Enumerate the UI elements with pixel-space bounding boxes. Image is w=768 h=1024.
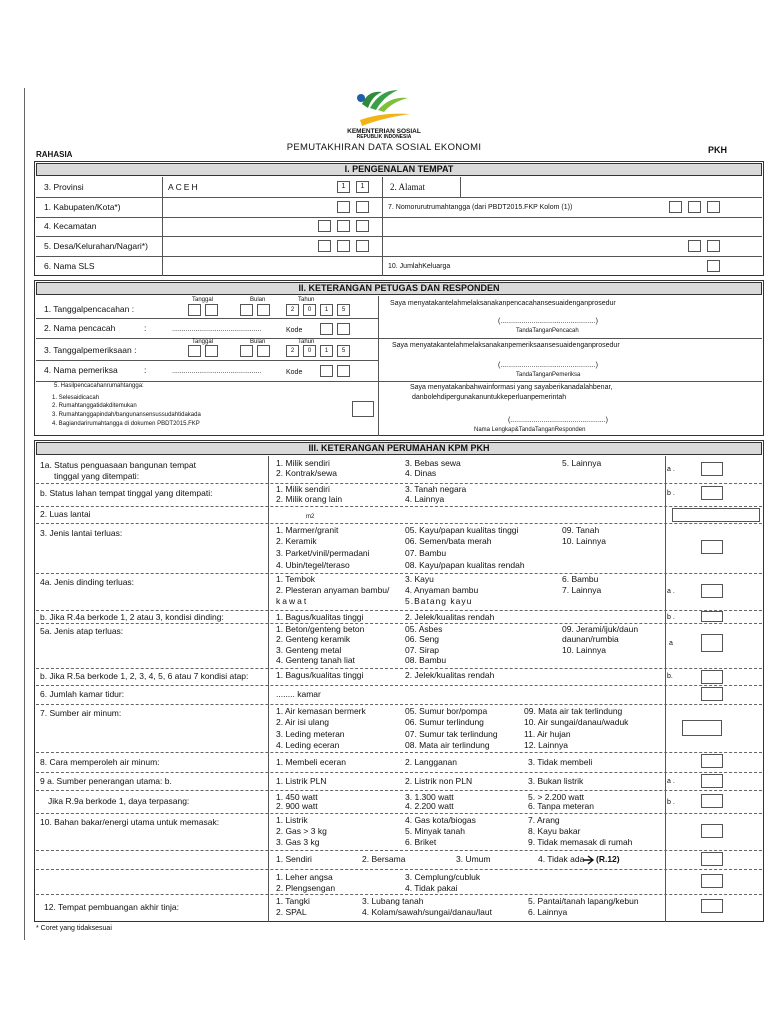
q9b-answer-box[interactable] bbox=[701, 794, 723, 808]
q11a-goto-label: (R.12) bbox=[596, 854, 620, 864]
q5a-opt-2: 2. Genteng keramik bbox=[276, 634, 351, 644]
q10-opt-1: 1. Listrik bbox=[276, 815, 308, 825]
q7-opt-10: 10. Air sungai/danau/waduk bbox=[524, 717, 629, 727]
q9a-opt-1: 1. Listrik PLN bbox=[276, 776, 327, 786]
q9b-label: Jika R.9a berkode 1, daya terpasang: bbox=[48, 796, 190, 806]
nomor-urut-box-3[interactable] bbox=[707, 201, 720, 213]
q3-answer-box[interactable] bbox=[701, 540, 723, 554]
nomor-urut-box-2[interactable] bbox=[688, 201, 701, 213]
provinsi-code-1[interactable]: 1 bbox=[337, 181, 350, 193]
provinsi-value: ACEH bbox=[168, 182, 200, 192]
pemeriksa-statement: Saya menyatakantelahmelaksanakanpemeriksaansesuaidenganprosedur bbox=[392, 342, 620, 349]
date2-month-1[interactable] bbox=[240, 345, 253, 357]
row8-box-2[interactable] bbox=[707, 240, 720, 252]
q12-opt-6: 6. Lainnya bbox=[528, 907, 568, 917]
q1b-opt-3: 3. Tanah negara bbox=[405, 484, 467, 494]
date2-bulan-head: Bulan bbox=[250, 339, 266, 345]
q5a-opt-3: 3. Genteng metal bbox=[276, 645, 342, 655]
responden-statement-1: Saya menyatakanbahwainformasi yang sayaberikanadalahbenar, bbox=[410, 384, 613, 391]
q5a-opt-6: 06. Seng bbox=[405, 634, 440, 644]
q11b-opt-3: 3. Cemplung/cubluk bbox=[405, 872, 481, 882]
jumlah-keluarga-label: 10. JumlahKeluarga bbox=[388, 263, 451, 270]
pencacah-kode-label: Kode bbox=[286, 327, 303, 334]
tanggal-pemeriksaan-label: 3. Tanggalpemeriksaan : bbox=[44, 345, 137, 355]
hasil-opt-2: 2. Rumahtanggatidakditemukan bbox=[52, 403, 137, 409]
date2-day-1[interactable] bbox=[188, 345, 201, 357]
kecamatan-code-2[interactable] bbox=[337, 220, 350, 232]
q8-opt-3: 3. Tidak membeli bbox=[528, 757, 593, 767]
q10-opt-3: 3. Gas 3 kg bbox=[276, 837, 320, 847]
date2-year-4[interactable]: 5 bbox=[337, 345, 350, 357]
q1a-label-2: tinggal yang ditempati: bbox=[54, 471, 140, 481]
q4a-opt-7: 7. Lainnya bbox=[562, 585, 602, 595]
hasil-pencacahan-box[interactable] bbox=[352, 401, 374, 417]
q11a-answer-box[interactable] bbox=[701, 852, 723, 866]
q1b-opt-2: 2. Milik orang lain bbox=[276, 494, 343, 504]
provinsi-code-2[interactable]: 1 bbox=[356, 181, 369, 193]
q9a-opt-3: 3. Bukan listrik bbox=[528, 776, 584, 786]
date2-year-1[interactable]: 2 bbox=[286, 345, 299, 357]
q12-opt-1: 1. Tangki bbox=[276, 896, 310, 906]
q3-opt-3: 3. Parket/vinil/permadani bbox=[276, 548, 370, 558]
kabupaten-code-2[interactable] bbox=[356, 201, 369, 213]
q12-opt-2: 2. SPAL bbox=[276, 907, 307, 917]
form-title: PEMUTAKHIRAN DATA SOSIAL EKONOMI bbox=[286, 142, 482, 153]
q5b-label: b. Jika R.5a berkode 1, 2, 3, 4, 5, 6 atau 7 kondisi atap: bbox=[40, 671, 249, 681]
date1-day-2[interactable] bbox=[205, 304, 218, 316]
hasil-pencacahan-title: 5. Hasilpencacahanrumahtangga: bbox=[54, 383, 144, 389]
q4a-opt-4: 4. Anyaman bambu bbox=[405, 585, 479, 595]
q5a-opt-1: 1. Beton/genteng beton bbox=[276, 624, 365, 634]
date1-day-1[interactable] bbox=[188, 304, 201, 316]
section1-frame bbox=[34, 161, 764, 276]
hasil-opt-1: 1. Selesaidicacah bbox=[52, 395, 100, 401]
q2-label: 2. Luas lantai bbox=[40, 509, 91, 519]
q12-opt-4: 4. Kolam/sawah/sungai/danau/laut bbox=[362, 907, 492, 917]
q10-answer-box[interactable] bbox=[701, 824, 723, 838]
q6-value: ........ kamar bbox=[276, 689, 321, 699]
q1a-opt-4: 4. Dinas bbox=[405, 468, 437, 478]
q10-opt-8: 8. Kayu bakar bbox=[528, 826, 581, 836]
q1a-code: a . bbox=[667, 466, 675, 473]
q4b-answer-box[interactable] bbox=[701, 611, 723, 622]
q7-opt-4: 4. Leding eceran bbox=[276, 740, 340, 750]
q8-opt-1: 1. Membeli eceran bbox=[276, 757, 346, 767]
q3-label: 3. Jenis lantai terluas: bbox=[40, 528, 123, 538]
nama-pencacah-colon: : bbox=[144, 323, 147, 333]
hasil-opt-3: 3. Rumahtanggapindah/bangunansensussudahtidakada bbox=[52, 412, 201, 418]
pencacah-sign-line: (.................................................) bbox=[498, 318, 598, 325]
pemeriksa-sign-caption: TandaTanganPemeriksa bbox=[516, 372, 581, 378]
date1-year-2[interactable]: 0 bbox=[303, 304, 316, 316]
responden-sign-line: (.................................................) bbox=[508, 417, 608, 424]
q4b-code: b . bbox=[667, 614, 675, 621]
q1a-opt-3: 3. Bebas sewa bbox=[405, 458, 461, 468]
q1a-opt-5: 5. Lainnya bbox=[562, 458, 602, 468]
q10-opt-5: 5. Minyak tanah bbox=[405, 826, 466, 836]
nama-pemeriksa-colon: : bbox=[144, 365, 147, 375]
q1b-code: b . bbox=[667, 490, 675, 497]
nama-pemeriksa-label: 4. Nama pemeriksa bbox=[44, 365, 118, 375]
classification-label: RAHASIA bbox=[36, 150, 73, 159]
date2-year-2[interactable]: 0 bbox=[303, 345, 316, 357]
q5a-opt-9: 09. Jerami/ijuk/daun bbox=[562, 624, 639, 634]
q4a-opt-6: 6. Bambu bbox=[562, 574, 599, 584]
q7-opt-2: 2. Air isi ulang bbox=[276, 717, 329, 727]
q4a-opt-1: 1. Tembok bbox=[276, 574, 316, 584]
pencacah-kode-1[interactable] bbox=[320, 323, 333, 335]
q7-label: 7. Sumber air minum: bbox=[40, 708, 122, 718]
q9a-opt-2: 2. Listrik non PLN bbox=[405, 776, 473, 786]
q5a-opt-4: 4. Genteng tanah liat bbox=[276, 655, 355, 665]
q6-label: 6. Jumlah kamar tidur: bbox=[40, 689, 125, 699]
q5b-opt-2: 2. Jelek/kualitas rendah bbox=[405, 670, 495, 680]
date1-tahun-head: Tahun bbox=[298, 297, 315, 303]
q12-answer-box[interactable] bbox=[701, 899, 723, 913]
pemeriksa-kode-1[interactable] bbox=[320, 365, 333, 377]
q4a-label: 4a. Jenis dinding terluas: bbox=[40, 577, 135, 587]
q4b-label: b. Jika R.4a berkode 1, 2 atau 3, kondisi dinding: bbox=[40, 612, 224, 622]
kecamatan-code-1[interactable] bbox=[318, 220, 331, 232]
q9b-opt-4: 4. 2.200 watt bbox=[405, 801, 454, 811]
q5a-answer-box[interactable] bbox=[701, 634, 723, 652]
section1-title: I. PENGENALAN TEMPAT bbox=[36, 163, 762, 176]
pemeriksa-kode-2[interactable] bbox=[337, 365, 350, 377]
q10-opt-7: 7. Arang bbox=[528, 815, 560, 825]
nama-pemeriksa-dots[interactable]: .............................................. bbox=[172, 368, 262, 375]
pencacah-sign-caption: TandaTanganPencacah bbox=[516, 328, 579, 334]
date1-month-1[interactable] bbox=[240, 304, 253, 316]
date1-year-1[interactable]: 2 bbox=[286, 304, 299, 316]
q10-opt-6: 6. Briket bbox=[405, 837, 437, 847]
nama-pencacah-dots[interactable]: .............................................. bbox=[172, 326, 262, 333]
q5a-code: a bbox=[669, 640, 673, 647]
q11b-answer-box[interactable] bbox=[701, 874, 723, 888]
q4a-code: a . bbox=[667, 588, 675, 595]
date1-year-4[interactable]: 5 bbox=[337, 304, 350, 316]
date1-month-2[interactable] bbox=[257, 304, 270, 316]
q7-opt-7: 07. Sumur tak terlindung bbox=[405, 729, 498, 739]
q3-opt-10: 10. Lainnya bbox=[562, 536, 606, 546]
q7-opt-11: 11. Air hujan bbox=[524, 729, 571, 739]
q4a-opt-5: 5.Batang kayu bbox=[405, 596, 473, 606]
q7-opt-5: 05. Sumur bor/pompa bbox=[405, 706, 488, 716]
q1a-opt-1: 1. Milik sendiri bbox=[276, 458, 330, 468]
date2-day-2[interactable] bbox=[205, 345, 218, 357]
q8-opt-2: 2. Langganan bbox=[405, 757, 457, 767]
q1a-label: 1a. Status penguasaan bangunan tempat bbox=[40, 460, 196, 470]
q9a-label: 9 a. Sumber penerangan utama: b. bbox=[40, 776, 172, 786]
q1a-opt-2: 2. Kontrak/sewa bbox=[276, 468, 337, 478]
pencacah-kode-2[interactable] bbox=[337, 323, 350, 335]
pemeriksa-sign-line: (.................................................) bbox=[498, 362, 598, 369]
kemensos-logo bbox=[352, 84, 416, 128]
provinsi-label: 3. Provinsi bbox=[44, 182, 84, 192]
q12-opt-5: 5. Pantai/tanah lapang/kebun bbox=[528, 896, 639, 906]
q11a-opt-1: 1. Sendiri bbox=[276, 854, 312, 864]
q4b-opt-2: 2. Jelek/kualitas rendah bbox=[405, 612, 495, 622]
kabupaten-code-1[interactable] bbox=[337, 201, 350, 213]
row8-box-1[interactable] bbox=[688, 240, 701, 252]
q3-opt-7: 07. Bambu bbox=[405, 548, 447, 558]
q3-opt-5: 05. Kayu/papan kualitas tinggi bbox=[405, 525, 519, 535]
q11a-opt-2: 2. Bersama bbox=[362, 854, 406, 864]
q9b-opt-3: 3. 1.300 watt bbox=[405, 792, 454, 802]
q1b-label: b. Status lahan tempat tinggal yang ditempati: bbox=[40, 488, 213, 498]
date1-bulan-head: Bulan bbox=[250, 297, 266, 303]
q12-label: 12. Tempat pembuangan akhir tinja: bbox=[44, 902, 179, 912]
q4a-opt-3: 3. Kayu bbox=[405, 574, 434, 584]
responden-statement-2: danbolehdipergunakanuntukkeperluanpemerintah bbox=[412, 394, 567, 401]
section2-title: II. KETERANGAN PETUGAS DAN RESPONDEN bbox=[36, 282, 762, 295]
q10-opt-4: 4. Gas kota/biogas bbox=[405, 815, 476, 825]
date1-tanggal-head: Tanggal bbox=[192, 297, 214, 303]
q3-opt-2: 2. Keramik bbox=[276, 536, 317, 546]
q7-opt-9: 09. Mata air tak terlindung bbox=[524, 706, 623, 716]
q1a-answer-box[interactable] bbox=[701, 462, 723, 476]
q8-label: 8. Cara memperoleh air minum: bbox=[40, 757, 160, 767]
q7-answer-box[interactable] bbox=[682, 720, 722, 736]
date1-year-3[interactable]: 1 bbox=[320, 304, 333, 316]
footnote: * Coret yang tidaksesuai bbox=[36, 925, 112, 932]
ministry-name: KEMENTERIAN SOSIAL bbox=[347, 128, 421, 135]
q4a-answer-box[interactable] bbox=[701, 584, 723, 598]
q8-answer-box[interactable] bbox=[701, 754, 723, 768]
q9a-code: a . bbox=[667, 778, 675, 785]
date2-year-3[interactable]: 1 bbox=[320, 345, 333, 357]
q12-opt-3: 3. Lubang tanah bbox=[362, 896, 424, 906]
q1b-answer-box[interactable] bbox=[701, 486, 723, 500]
q5a-opt-8: 08. Bambu bbox=[405, 655, 447, 665]
q11b-opt-1: 1. Leher angsa bbox=[276, 872, 333, 882]
q11a-opt-4: 4. Tidak ada bbox=[538, 854, 585, 864]
q6-answer-box[interactable] bbox=[701, 687, 723, 701]
q5a-opt-5: 05. Asbes bbox=[405, 624, 443, 634]
q9b-code: b . bbox=[667, 799, 675, 806]
q1b-opt-4: 4. Lainnya bbox=[405, 494, 445, 504]
q9b-opt-5: 5. > 2.200 watt bbox=[528, 792, 584, 802]
alamat-label: 2. Alamat bbox=[390, 182, 425, 192]
q11a-opt-3: 3. Umum bbox=[456, 854, 491, 864]
republic-name: REPUBLIK INDONESIA bbox=[356, 134, 412, 140]
form-code: PKH bbox=[708, 145, 728, 155]
kabupaten-label: 1. Kabupaten/Kota*) bbox=[44, 202, 121, 212]
desa-code-3[interactable] bbox=[356, 240, 369, 252]
q4b-opt-1: 1. Bagus/kualitas tinggi bbox=[276, 612, 364, 622]
q9b-opt-6: 6. Tanpa meteran bbox=[528, 801, 594, 811]
desa-code-1[interactable] bbox=[318, 240, 331, 252]
kecamatan-code-3[interactable] bbox=[356, 220, 369, 232]
q9a-answer-box[interactable] bbox=[701, 774, 723, 788]
tanggal-pencacahan-label: 1. Tanggalpencacahan : bbox=[44, 304, 135, 314]
q4a-opt-2: 2. Plesteran anyaman bambu/ bbox=[276, 585, 390, 595]
desa-label: 5. Desa/Kelurahan/Nagari*) bbox=[44, 241, 148, 251]
jumlah-keluarga-box[interactable] bbox=[707, 260, 720, 272]
page-margin-line bbox=[24, 88, 25, 940]
q3-opt-6: 06. Semen/bata merah bbox=[405, 536, 492, 546]
pemeriksa-kode-label: Kode bbox=[286, 369, 303, 376]
nomor-urut-box-1[interactable] bbox=[669, 201, 682, 213]
responden-sign-caption: Nama Lengkap&TandaTanganResponden bbox=[474, 427, 586, 433]
q10-label: 10. Bahan bakar/energi utama untuk memasak: bbox=[40, 817, 220, 827]
q1b-opt-1: 1. Milik sendiri bbox=[276, 484, 330, 494]
q3-opt-4: 4. Ubin/tegel/teraso bbox=[276, 560, 350, 570]
nomor-urut-label: 7. Nomorurutrumahtangga (dari PBDT2015.FKP Kolom (1)) bbox=[388, 204, 573, 211]
q5a-opt-9-cont: daunan/rumbia bbox=[562, 634, 619, 644]
kecamatan-label: 4. Kecamatan bbox=[44, 221, 97, 231]
q11b-opt-4: 4. Tidak pakai bbox=[405, 883, 458, 893]
q5b-code: b. bbox=[667, 673, 673, 680]
q7-opt-1: 1. Air kemasan bermerk bbox=[276, 706, 366, 716]
date2-tahun-head: Tahun bbox=[298, 339, 315, 345]
q3-opt-1: 1. Marmer/granit bbox=[276, 525, 339, 535]
q7-opt-12: 12. Lainnya bbox=[524, 740, 568, 750]
sls-label: 6. Nama SLS bbox=[44, 261, 95, 271]
q11b-opt-2: 2. Plengsengan bbox=[276, 883, 336, 893]
q7-opt-3: 3. Leding meteran bbox=[276, 729, 345, 739]
q2-answer-box[interactable] bbox=[672, 508, 760, 522]
q3-opt-9: 09. Tanah bbox=[562, 525, 600, 535]
q5a-label: 5a. Jenis atap terluas: bbox=[40, 626, 124, 636]
q10-opt-2: 2. Gas > 3 kg bbox=[276, 826, 327, 836]
q9b-opt-1: 1. 450 watt bbox=[276, 792, 318, 802]
hasil-opt-4: 4. Bagiandarirumahtangga di dokumen PBDT2015.FKP bbox=[52, 421, 200, 427]
q5a-opt-10: 10. Lainnya bbox=[562, 645, 606, 655]
section3-title: III. KETERANGAN PERUMAHAN KPM PKH bbox=[36, 442, 762, 455]
pencacah-statement: Saya menyatakantelahmelaksanakanpencacahansesuaidenganprosedur bbox=[390, 300, 616, 307]
date2-month-2[interactable] bbox=[257, 345, 270, 357]
desa-code-2[interactable] bbox=[337, 240, 350, 252]
q2-unit: m2 bbox=[306, 514, 315, 520]
q7-opt-6: 06. Sumur terlindung bbox=[405, 717, 484, 727]
q3-opt-8: 08. Kayu/papan kualitas rendah bbox=[405, 560, 525, 570]
q9b-opt-2: 2. 900 watt bbox=[276, 801, 318, 811]
nama-pencacah-label: 2. Nama pencacah bbox=[44, 323, 116, 333]
q5a-opt-7: 07. Sirap bbox=[405, 645, 440, 655]
q10-opt-9: 9. Tidak memasak di rumah bbox=[528, 837, 633, 847]
q4a-opt-2-cont: kawat bbox=[276, 596, 309, 606]
q5b-answer-box[interactable] bbox=[701, 670, 723, 684]
goto-arrow-icon bbox=[583, 855, 595, 865]
q5b-opt-1: 1. Bagus/kualitas tinggi bbox=[276, 670, 364, 680]
date2-tanggal-head: Tanggal bbox=[192, 339, 214, 345]
q7-opt-8: 08. Mata air terlindung bbox=[405, 740, 490, 750]
